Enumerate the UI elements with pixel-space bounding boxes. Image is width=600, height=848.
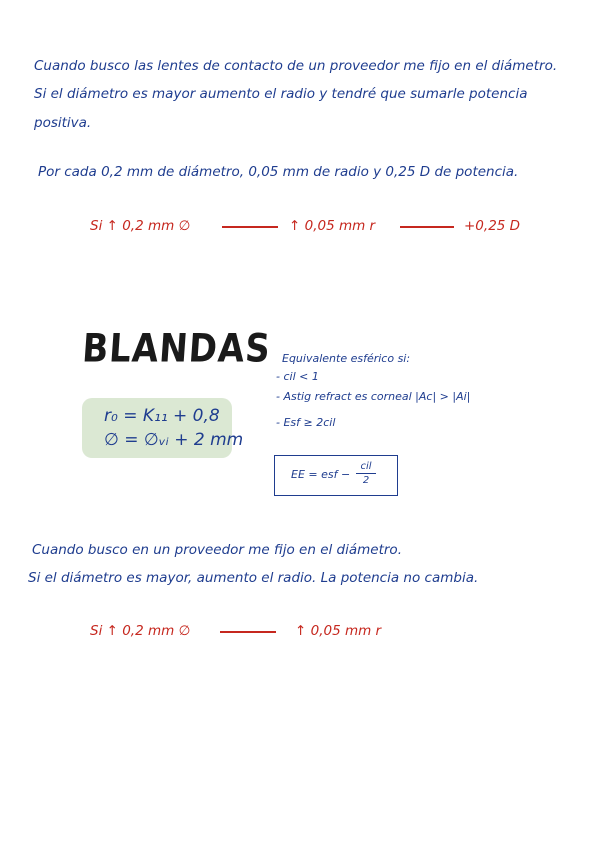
ee-formula: EE = esf −: [291, 468, 351, 481]
ee-fraction: [356, 461, 376, 486]
equivalent-heading: Equivalente esférico si:: [282, 352, 411, 365]
section-title: BLANDAS: [80, 326, 273, 372]
example2-part1: Si ↑ 0,2 mm ∅: [90, 623, 191, 639]
example1-arrow-line-2: [400, 226, 454, 228]
paragraph1-line3: positiva.: [34, 115, 92, 131]
equivalent-formula-box: [274, 455, 398, 496]
condition-2: - Astig refract es corneal |Ac| > |Ai|: [276, 390, 471, 403]
formula-radius: r₀ = K₁₁ + 0,8: [104, 406, 220, 426]
paragraph1-line2: Si el diámetro es mayor aumento el radio y tendré que sumarle potencia: [34, 86, 528, 102]
rule-text: Por cada 0,2 mm de diámetro, 0,05 mm de radio y 0,25 D de potencia.: [38, 164, 519, 180]
paragraph2-line1: Cuando busco en un proveedor me fijo en el diámetro.: [32, 542, 402, 558]
condition-1: - cil < 1: [276, 370, 319, 383]
ee-fraction-numerator: cil: [360, 461, 372, 472]
formula-box: [82, 398, 244, 458]
paragraph1-line1: Cuando busco las lentes de contacto de un proveedor me fijo en el diámetro.: [34, 58, 558, 74]
ee-fraction-bar: [356, 473, 376, 474]
example1-part1: Si ↑ 0,2 mm ∅: [90, 218, 191, 234]
paragraph2-line2: Si el diámetro es mayor, aumento el radio. La potencia no cambia.: [28, 570, 479, 586]
condition-3: - Esf ≥ 2cil: [276, 416, 336, 429]
example1-part2: ↑ 0,05 mm r: [289, 218, 376, 234]
example1-part3: +0,25 D: [464, 218, 521, 234]
example2-part2: ↑ 0,05 mm r: [295, 623, 382, 639]
ee-fraction-denominator: 2: [362, 475, 370, 486]
example1-arrow-line-1: [222, 226, 278, 228]
example2-arrow-line: [220, 631, 276, 633]
formula-diameter: ∅ = ∅ᵥᵢ + 2 mm: [104, 430, 244, 450]
